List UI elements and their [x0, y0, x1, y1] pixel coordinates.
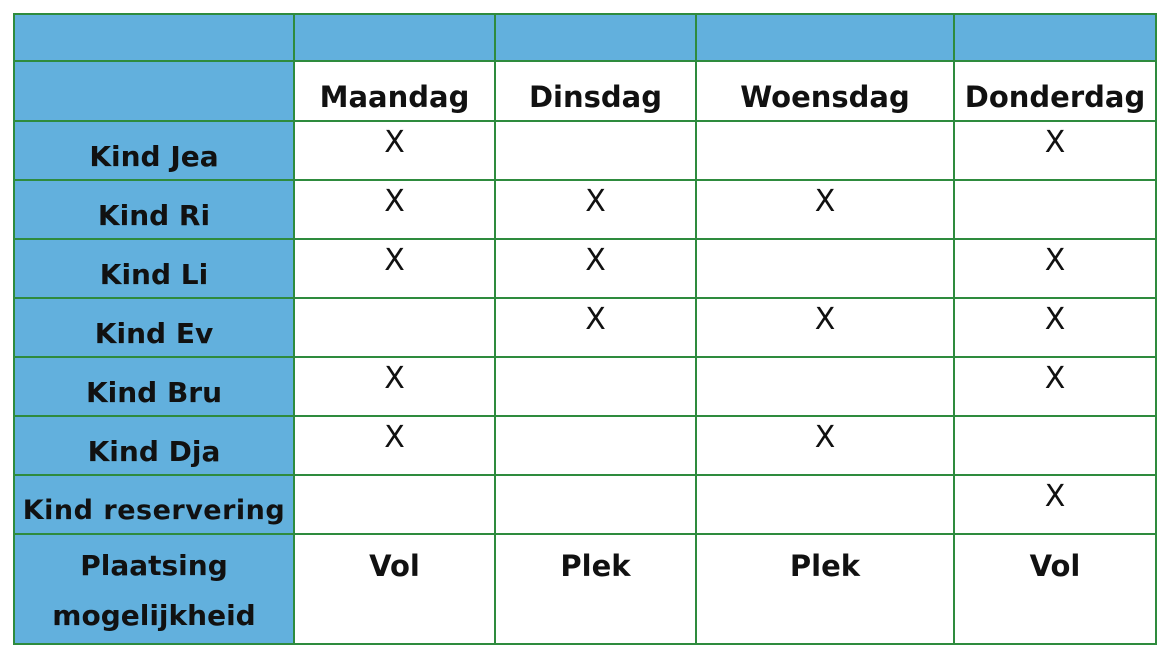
schedule-cell	[495, 357, 696, 416]
header-band-cell	[954, 14, 1156, 61]
child-name: Kind Bru	[85, 376, 223, 409]
row-label-cell	[14, 180, 294, 239]
schedule-cell	[294, 180, 495, 239]
table-row	[14, 180, 1156, 239]
child-name: Kind Jea	[89, 140, 219, 173]
schedule-cell	[954, 475, 1156, 534]
x-mark: X	[384, 420, 405, 455]
row-label-cell	[14, 239, 294, 298]
child-name: Kind reservering	[22, 495, 286, 526]
placement-status-cell	[696, 534, 954, 644]
schedule-cell	[954, 298, 1156, 357]
child-name: Kind Ri	[97, 199, 211, 232]
child-name: Kind Dja	[87, 435, 221, 468]
schedule-cell	[954, 239, 1156, 298]
day-label: Donderdag	[964, 80, 1146, 114]
header-band-row	[14, 14, 1156, 61]
placement-status: Vol	[1029, 549, 1081, 583]
placement-row	[14, 534, 1156, 644]
day-header-row	[14, 61, 1156, 121]
x-mark: X	[384, 243, 405, 278]
day-header-woensdag	[696, 61, 954, 121]
placement-status: Plek	[789, 549, 861, 583]
day-header-dinsdag	[495, 61, 696, 121]
schedule-cell	[495, 121, 696, 180]
placement-status: Plek	[560, 549, 631, 583]
x-mark: X	[1044, 361, 1066, 396]
schedule-cell	[696, 357, 954, 416]
x-mark: X	[585, 302, 606, 337]
row-label-cell	[14, 475, 294, 534]
table-row	[14, 121, 1156, 180]
header-band-cell	[14, 14, 294, 61]
schedule-cell	[696, 298, 954, 357]
schedule-cell	[954, 416, 1156, 475]
schedule-cell	[294, 416, 495, 475]
schedule-cell	[495, 180, 696, 239]
table-row	[14, 298, 1156, 357]
schedule-cell	[294, 298, 495, 357]
schedule-cell	[696, 239, 954, 298]
x-mark: X	[1044, 479, 1066, 514]
table-row	[14, 239, 1156, 298]
x-mark: X	[384, 361, 405, 396]
schedule-cell	[294, 239, 495, 298]
x-mark: X	[1044, 243, 1066, 278]
placement-label-line2: mogelijkheid	[52, 599, 256, 632]
day-header-donderdag	[954, 61, 1156, 121]
day-header-maandag	[294, 61, 495, 121]
row-label-cell	[14, 357, 294, 416]
placement-status-cell	[495, 534, 696, 644]
schedule-cell	[954, 357, 1156, 416]
placement-status-cell	[294, 534, 495, 644]
row-label-cell	[14, 298, 294, 357]
child-name: Kind Ev	[94, 317, 214, 350]
schedule-cell	[696, 180, 954, 239]
table-row	[14, 357, 1156, 416]
table-row	[14, 416, 1156, 475]
schedule-cell	[696, 475, 954, 534]
x-mark: X	[384, 125, 405, 160]
x-mark: X	[814, 184, 836, 219]
placement-status-cell	[954, 534, 1156, 644]
schedule-cell	[294, 121, 495, 180]
x-mark: X	[814, 302, 836, 337]
schedule-cell	[696, 416, 954, 475]
schedule-table	[13, 13, 1157, 645]
child-name: Kind Li	[99, 258, 209, 291]
header-band-cell	[495, 14, 696, 61]
x-mark: X	[585, 243, 606, 278]
header-band-cell	[696, 14, 954, 61]
row-label-cell	[14, 121, 294, 180]
placement-status: Vol	[369, 549, 420, 583]
schedule-cell	[495, 239, 696, 298]
schedule-cell	[696, 121, 954, 180]
schedule-cell	[954, 180, 1156, 239]
row-label-cell	[14, 416, 294, 475]
header-band-cell	[294, 14, 495, 61]
x-mark: X	[1044, 125, 1066, 160]
day-label: Dinsdag	[528, 80, 662, 114]
placement-label-cell	[14, 534, 294, 644]
schedule-cell	[294, 357, 495, 416]
corner-cell	[14, 61, 294, 121]
schedule-cell	[954, 121, 1156, 180]
schedule-cell	[495, 475, 696, 534]
day-label: Maandag	[319, 80, 470, 114]
day-label: Woensdag	[740, 80, 910, 114]
x-mark: X	[384, 184, 405, 219]
placement-label-line1: Plaatsing	[80, 549, 228, 582]
schedule-cell	[294, 475, 495, 534]
x-mark: X	[814, 420, 836, 455]
schedule-cell	[495, 416, 696, 475]
x-mark: X	[585, 184, 606, 219]
x-mark: X	[1044, 302, 1066, 337]
schedule-cell	[495, 298, 696, 357]
table-row	[14, 475, 1156, 534]
